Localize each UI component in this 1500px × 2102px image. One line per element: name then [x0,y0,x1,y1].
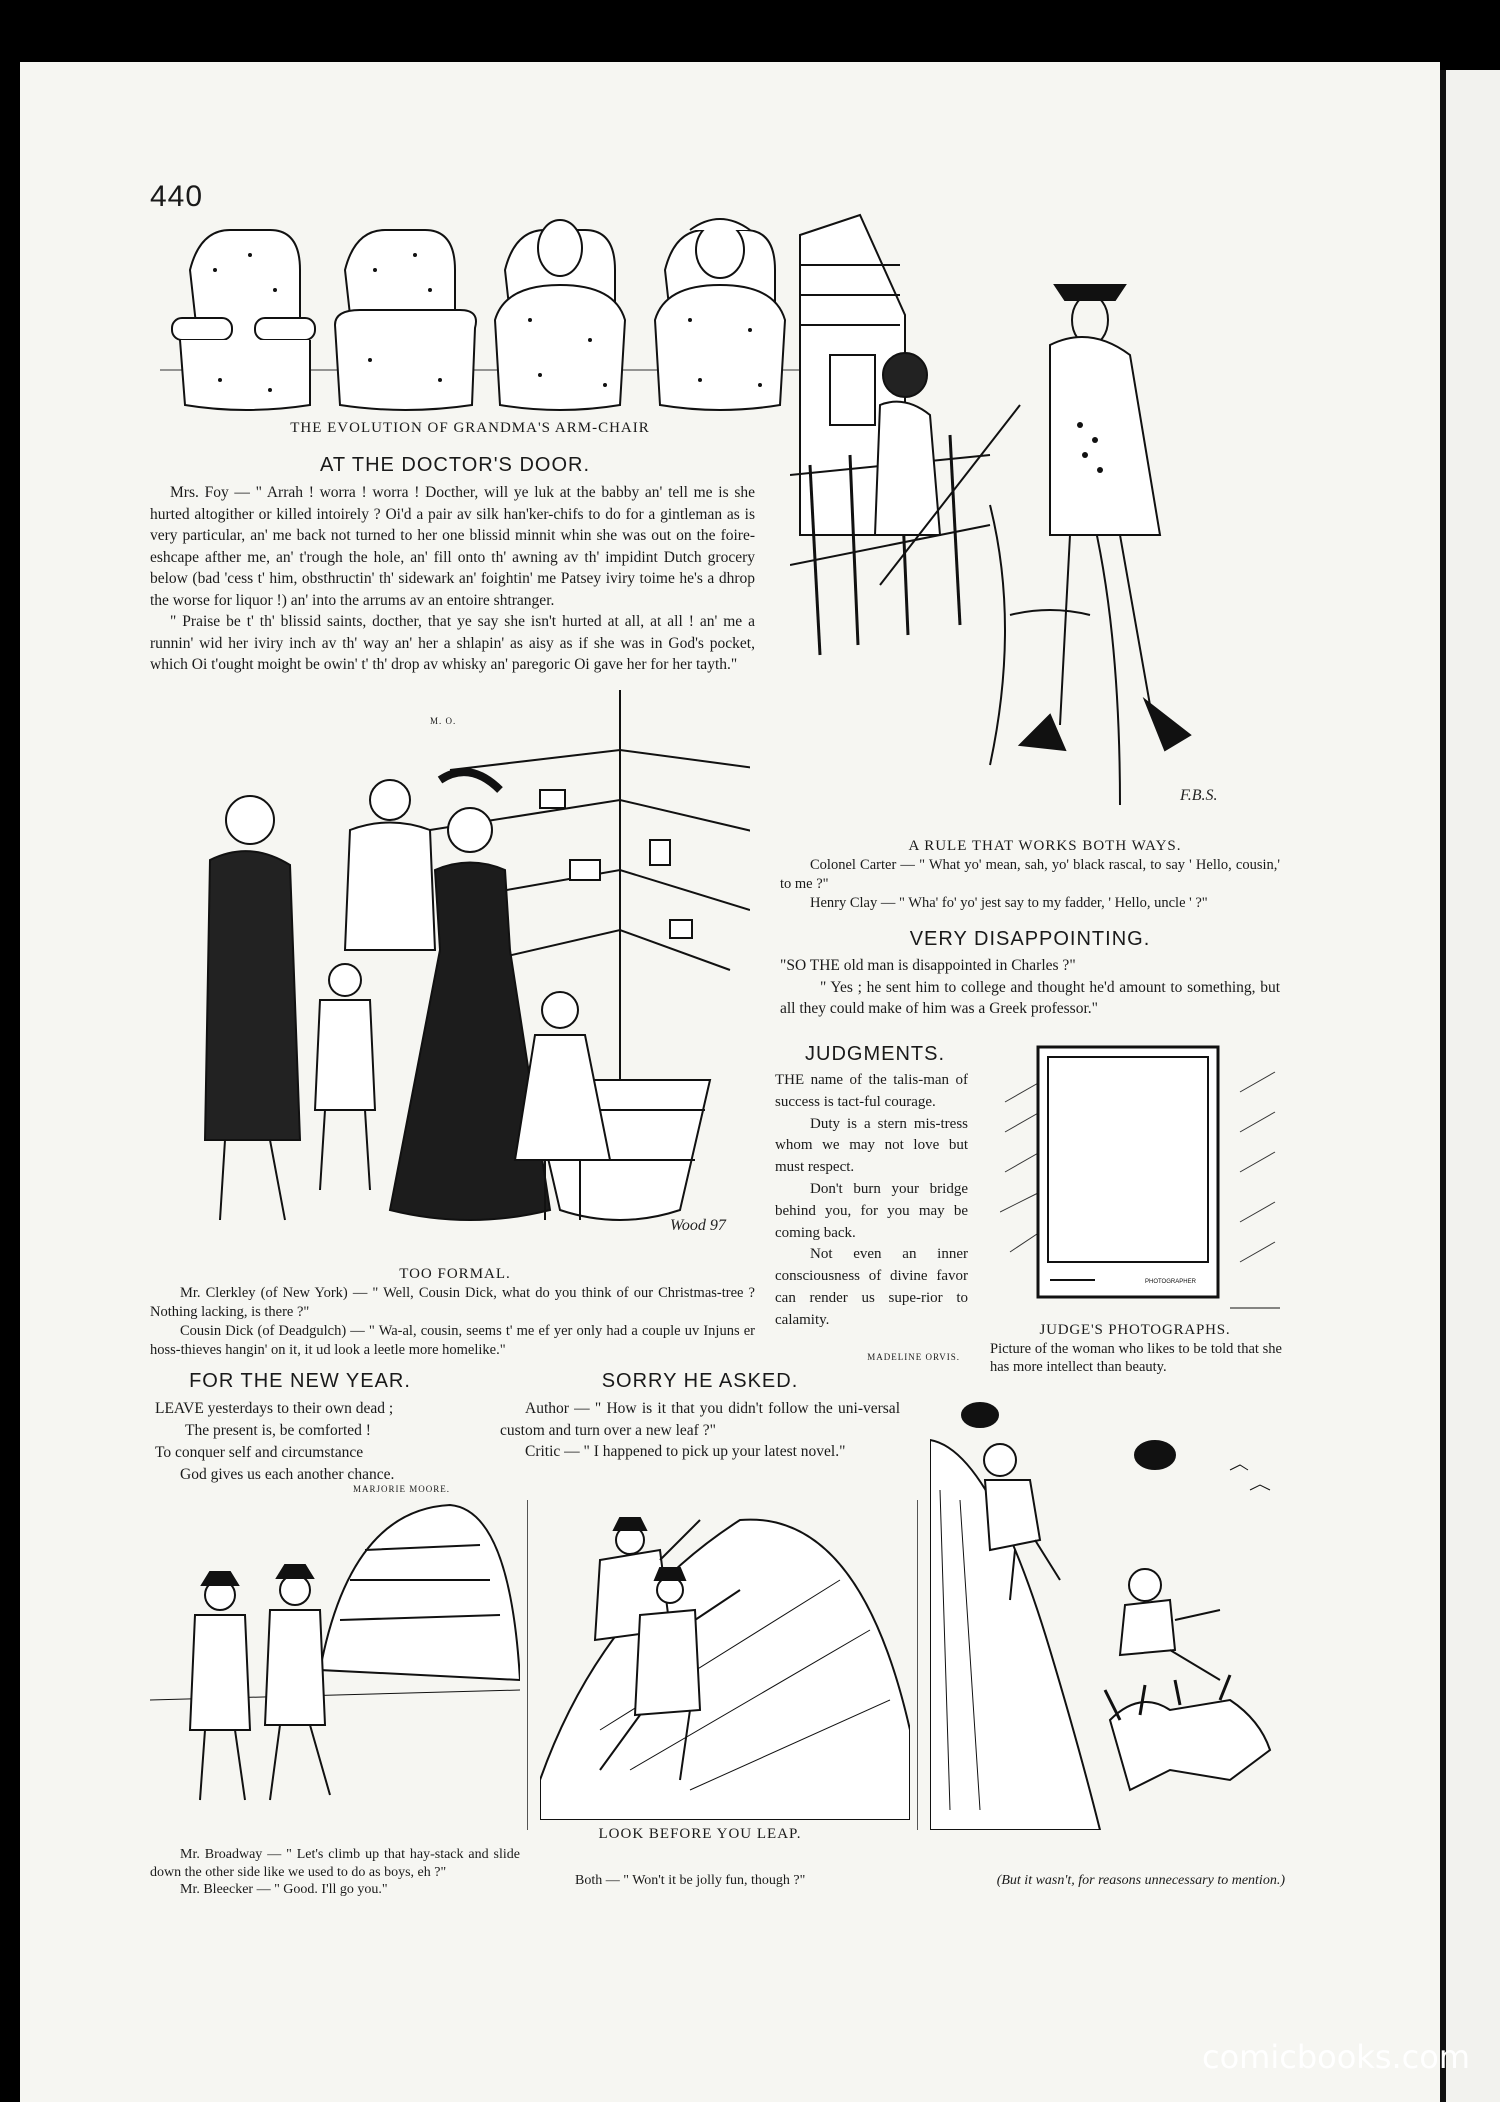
panel-divider-2 [917,1500,918,1830]
leap-caption-1a: Mr. Broadway — " Let's climb up that hay-stack and slide down the other side like we used to do as boys, eh ?" [150,1847,520,1880]
leap-panel-2 [540,1480,910,1820]
new-year-line-1: LEAVE yesterdays to their own dead ; [155,1400,394,1417]
disappointing-title: VERY DISAPPOINTING. [909,928,1151,950]
panel-divider-1 [527,1500,528,1830]
new-year-line-2: The present is, be comforted ! [185,1422,371,1439]
doctor-signature: M. O. [430,716,457,726]
new-year-title: FOR THE NEW YEAR. [189,1370,411,1392]
doctor-story [150,482,755,676]
rule-both-ways-dialogue [780,856,1280,913]
sorry-dialogue [500,1398,900,1463]
judgments-paragraph-2: Duty is a stern mis-tress whom we may not love but must respect. [775,1115,968,1176]
sorry-line-2: Critic — " I happened to pick up your latest novel." [525,1443,846,1460]
disappointing-line-1: "SO THE old man is disappointed in Charles ?" [780,957,1076,974]
leap-caption-1 [150,1846,520,1899]
new-year-poem [155,1398,455,1486]
armchair-caption: THE EVOLUTION OF GRANDMA'S ARM-CHAIR [290,420,650,436]
facing-page-edge [1440,70,1500,2102]
new-year-line-3: To conquer self and circumstance [155,1444,364,1461]
too-formal-line-2: Cousin Dick (of Deadgulch) — " Wa-al, cousin, seems t' me ef yer only had a couple uv Injuns er hoss-thieves hangin' on it, it ud look a leetle more homelike." [150,1323,755,1358]
leap-panel-1 [150,1500,520,1830]
rule-both-ways-line-1: Colonel Carter — " What yo' mean, sah, yo' black rascal, to say ' Hello, cousin,' to me ?" [780,857,1280,892]
leap-caption: LOOK BEFORE YOU LEAP. [598,1826,802,1842]
doctor-paragraph-1: Mrs. Foy — " Arrah ! worra ! worra ! Docther, will ye luk at the babby an' tell me is she hurted altogither or killed intoirely ? Oi'd a pair av silk han'ker-chifs to do for a gintleman as is very particular, an' me back not turned to her one blissid minnit whin she was out on the foire-eshcape afther me, an' t'rough the hole, an' fill onto th' awning av th' impidint Dutch grocery below (bad 'cess t' him, obsthructin' th' sidewark an' foightin' me Patsey iviry toime he's a dhrop the worse for liquor !) an' into the arrums av an entoire shtranger. [150,484,755,609]
photograph-frame-illustration [1000,1042,1280,1322]
rule-both-ways-illustration [790,205,1290,825]
watermark: comicbooks.com [1201,2038,1470,2076]
disappointing-line-2: " Yes ; he sent him to college and thought he'd amount to something, but all they could make of him was a Greek professor." [780,978,1280,1017]
photos-text: Picture of the woman who likes to be told that she has more intellect than beauty. [990,1341,1282,1375]
judgments-paragraph-4: Not even an inner consciousness of divine favor can render us supe-rior to calamity. [775,1246,968,1328]
photo-frame-label: PHOTOGRAPHER [1145,1279,1196,1285]
too-formal-signature: Wood 97 [670,1217,726,1234]
too-formal-dialogue [150,1284,755,1360]
photos-caption: JUDGE'S PHOTOGRAPHS. [1039,1322,1231,1338]
new-year-line-4: God gives us each another chance. [180,1466,395,1483]
leap-caption-3: (But it wasn't, for reasons unnecessary to mention.) [996,1873,1285,1888]
judgments-paragraph-3: Don't burn your bridge behind you, for you may be coming back. [775,1180,968,1241]
doctor-title: AT THE DOCTOR'S DOOR. [319,454,591,476]
rule-both-ways-signature: F.B.S. [1180,787,1218,804]
new-year-signature: MARJORIE MOORE. [352,1484,450,1494]
judgments-text [775,1070,968,1332]
disappointing-story [780,955,1280,1020]
rule-both-ways-line-2: Henry Clay — " Wha' fo' yo' jest say to my fadder, ' Hello, uncle ' ?" [810,895,1208,911]
sorry-line-1: Author — " How is it that you didn't follow the uni-versal custom and turn over a new leaf ?" [500,1400,900,1439]
armchair-illustration [160,210,800,420]
sorry-title: SORRY HE ASKED. [601,1370,799,1392]
too-formal-illustration [150,690,750,1260]
too-formal-line-1: Mr. Clerkley (of New York) — " Well, Cousin Dick, what do you think of our Christmas-tree ? Nothing lacking, is there ?" [150,1285,755,1320]
page-number: 440 [150,180,204,213]
leap-caption-2-text: Both — " Won't it be jolly fun, though ?" [575,1873,806,1888]
judgments-paragraph-1: THE name of the talis-man of success is tact-ful courage. [775,1072,968,1110]
too-formal-caption: TOO FORMAL. [399,1266,511,1282]
doctor-paragraph-2: " Praise be t' th' blissid saints, docther, that ye say she isn't hurted at all, at all ! an' me a runnin' wid her iviry inch av th' way an' her a shlapin' as aisy as if she was in God's pocket, which Oi t'ought moight be owin' t' th' drop av whisky an' paregoric Oi gave her for her tayth." [150,613,755,673]
leap-caption-2 [550,1870,900,1892]
judgments-title: JUDGMENTS. [805,1043,945,1065]
judgments-signature: MADELINE ORVIS. [867,1352,960,1362]
leap-caption-1b: Mr. Bleecker — " Good. I'll go you." [180,1882,388,1897]
leap-panel-3 [930,1390,1280,1830]
rule-both-ways-caption: A RULE THAT WORKS BOTH WAYS. [908,838,1182,854]
